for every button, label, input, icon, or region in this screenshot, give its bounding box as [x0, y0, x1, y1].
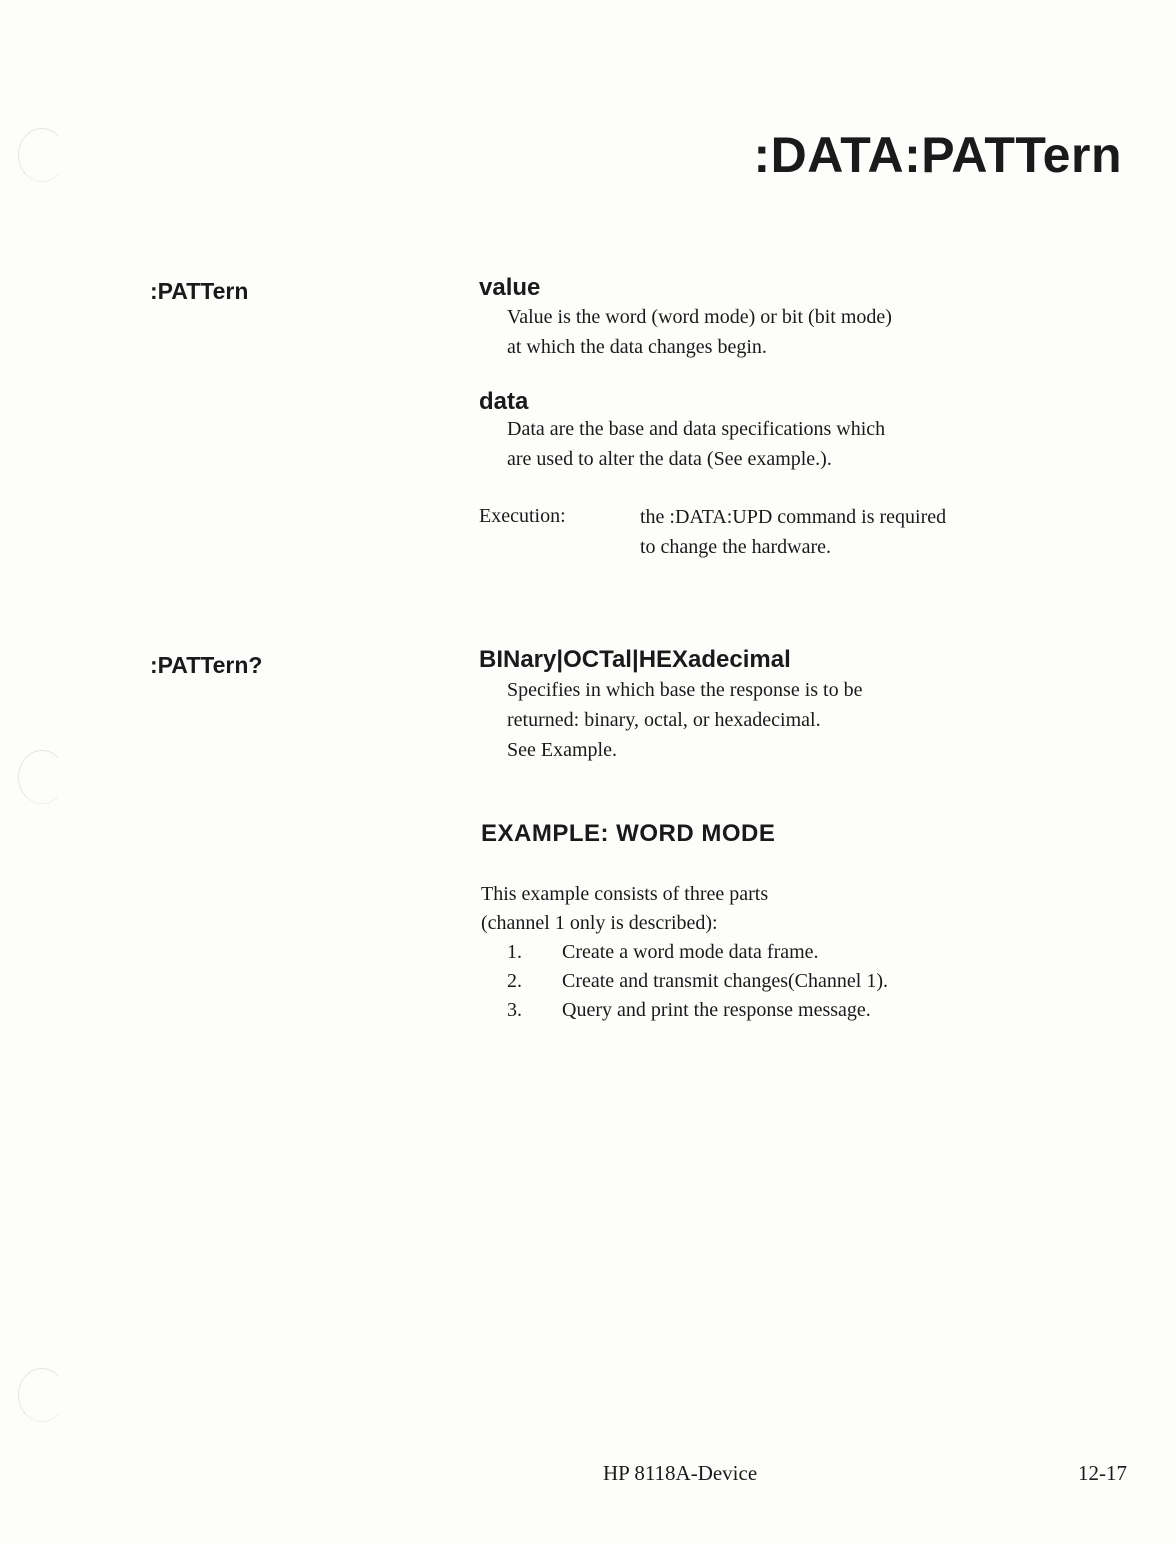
example-intro-line: (channel 1 only is described): — [481, 912, 718, 934]
example-intro — [481, 880, 768, 938]
execution-label: Execution: — [479, 505, 566, 527]
footer-page-number: 12-17 — [1078, 1461, 1127, 1485]
param-desc-line: See Example. — [507, 739, 617, 761]
param-desc-line: Specifies in which base the response is to be — [507, 679, 863, 701]
step-number: 3. — [507, 999, 522, 1021]
param-title-value: value — [479, 274, 541, 301]
step-number: 1. — [507, 941, 522, 963]
param-desc-line: are used to alter the data (See example.). — [507, 448, 832, 470]
step-text: Create and transmit changes(Channel 1). — [562, 970, 888, 992]
list-item — [507, 996, 888, 1025]
param-title-base: BINary|OCTal|HEXadecimal — [479, 646, 791, 673]
param-desc-value — [507, 302, 892, 362]
punch-hole-top — [18, 128, 66, 182]
punch-hole-bottom — [18, 1368, 66, 1422]
param-desc-line: returned: binary, octal, or hexadecimal. — [507, 709, 821, 731]
param-desc-line: Data are the base and data specifications which — [507, 418, 886, 440]
list-item — [507, 967, 888, 996]
step-text: Create a word mode data frame. — [562, 941, 819, 963]
param-desc-line: at which the data changes begin. — [507, 336, 767, 358]
example-steps-list — [507, 938, 888, 1025]
execution-text — [640, 502, 946, 562]
step-number: 2. — [507, 970, 522, 992]
page-title: :DATA:PATTern — [753, 127, 1122, 183]
command-label-pattern: :PATTern — [150, 278, 249, 304]
footer-device-name: HP 8118A-Device — [603, 1461, 758, 1485]
punch-hole-middle — [18, 750, 66, 804]
step-text: Query and print the response message. — [562, 999, 871, 1021]
param-desc-base — [507, 675, 862, 765]
list-item — [507, 938, 888, 967]
param-desc-line: Value is the word (word mode) or bit (bit mode) — [507, 306, 892, 328]
example-intro-line: This example consists of three parts — [481, 883, 769, 905]
execution-text-line: to change the hardware. — [640, 536, 832, 558]
example-heading: EXAMPLE: WORD MODE — [481, 820, 776, 847]
param-desc-data — [507, 414, 885, 474]
execution-text-line: the :DATA:UPD command is required — [640, 506, 947, 528]
param-title-data: data — [479, 388, 529, 415]
command-label-pattern-query: :PATTern? — [150, 652, 263, 678]
